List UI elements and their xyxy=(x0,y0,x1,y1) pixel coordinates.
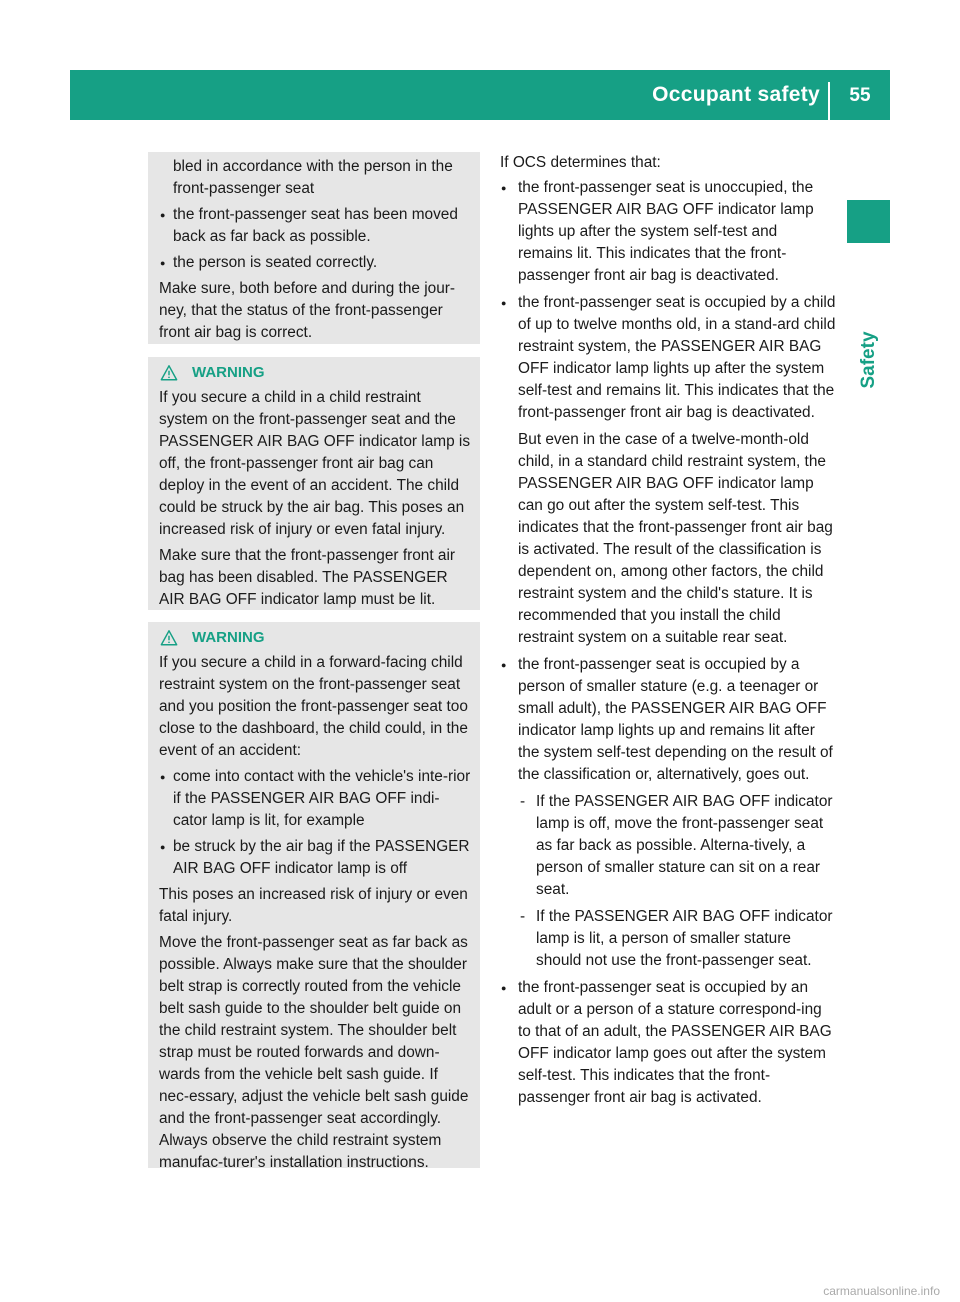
chapter-marker xyxy=(847,200,890,243)
paragraph: Make sure that the front-passenger front air bag has been disabled. The PASSENGER AIR BAG OFF indicator lamp must be lit. xyxy=(159,547,455,608)
warning-triangle-icon xyxy=(160,629,178,647)
page-number: 55 xyxy=(849,85,871,106)
watermark: carmanualsonline.info xyxy=(823,1284,940,1298)
warning-title: WARNING xyxy=(192,629,265,646)
chapter-label: Safety xyxy=(858,331,879,389)
list-item: ● be struck by the air bag if the PASSENGER AIR BAG OFF indicator lamp is off xyxy=(159,836,472,880)
list-item-continuation: But even in the case of a twelve-month-old child, in a standard child restraint system, the PASSENGER AIR BAG OFF indicator lamp can go out after the system self-test. This indicates that the front-passenger front air bag is activated. The result of the classification is dependent on, among other factors, the child restraint system and the child's stature. It is recommended that you install the child restraint system on a suitable rear seat. xyxy=(518,431,833,646)
warning-heading xyxy=(159,361,472,385)
paragraph: Make sure, both before and during the jour-ney, that the status of the front-passenger front air bag is correct. xyxy=(159,280,456,341)
section-title: Occupant safety xyxy=(652,83,820,106)
list-item: ● come into contact with the vehicle's inte-rior if the PASSENGER AIR BAG OFF indi-cator lamp is lit, for example xyxy=(159,766,472,832)
paragraph: If you secure a child in a child restraint system on the front-passenger seat and the PASSENGER AIR BAG OFF indicator lamp is off, the front-passenger front air bag can deploy in the event of an accident. The child could be struck by the air bag. This poses an increased risk of injury or even fatal injury. xyxy=(159,389,471,538)
warning-triangle-icon xyxy=(160,364,178,382)
continued-text: bled in accordance with the person in the front-passenger seat xyxy=(173,158,453,197)
header-bar xyxy=(70,70,890,120)
warning-box-2 xyxy=(148,622,480,1171)
list-item: ● the front-passenger seat is occupied by a child of up to twelve months old, in a stand-ard child restraint system, the PASSENGER AIR BAG OFF indicator lamp lights up after the system self-test and remains lit. This indicates that the front-passenger front air bag is deactivated. xyxy=(500,292,836,424)
sub-list-item: - If the PASSENGER AIR BAG OFF indicator lamp is lit, a person of smaller stature should not use the front-passenger seat. xyxy=(500,906,836,972)
right-column xyxy=(500,152,836,1109)
list-item: ● the front-passenger seat has been moved back as far back as possible. xyxy=(159,204,472,248)
intro-text: If OCS determines that: xyxy=(500,154,661,171)
continued-box xyxy=(148,152,480,344)
list-item: ● the person is seated correctly. xyxy=(159,252,472,274)
list-item: ● the front-passenger seat is occupied by a person of smaller stature (e.g. a teenager or small adult), the PASSENGER AIR BAG OFF indicator lamp lights up and remains lit after the system self-test depending on the result of the classification or, alternatively, goes out. xyxy=(500,654,836,786)
warning-title: WARNING xyxy=(192,364,265,381)
warning-heading xyxy=(159,626,472,650)
list-item: ● the front-passenger seat is occupied by an adult or a person of a stature correspond-ing to that of an adult, the PASSENGER AIR BAG OFF indicator lamp goes out after the system self-test. This indicates that the front-passenger front air bag is activated. xyxy=(500,977,836,1109)
warning-box-1 xyxy=(148,357,480,610)
paragraph: If you secure a child in a forward-facing child restraint system on the front-passenger seat and you position the front-passenger seat too close to the dashboard, the child could, in the event of an accident: xyxy=(159,654,468,759)
list-item: ● the front-passenger seat is unoccupied, the PASSENGER AIR BAG OFF indicator lamp lights up after the system self-test and remains lit. This indicates that the front-passenger front air bag is deactivated. xyxy=(500,177,836,287)
paragraph: Move the front-passenger seat as far back as possible. Always make sure that the shoulder belt strap is correctly routed from the vehicle belt sash guide to the shoulder belt guide on the child restraint system. The shoulder belt strap must be routed forwards and down-wards from the vehicle belt sash guide. If nec-essary, adjust the vehicle belt sash guide and the front-passenger seat accordingly. Always observe the child restraint system manufac-turer's installation instructions. xyxy=(159,934,469,1171)
sub-list-item: - If the PASSENGER AIR BAG OFF indicator lamp is off, move the front-passenger seat as far back as possible. Alterna-tively, a person of smaller stature can sit on a rear seat. xyxy=(500,791,836,901)
paragraph: This poses an increased risk of injury or even fatal injury. xyxy=(159,886,468,925)
